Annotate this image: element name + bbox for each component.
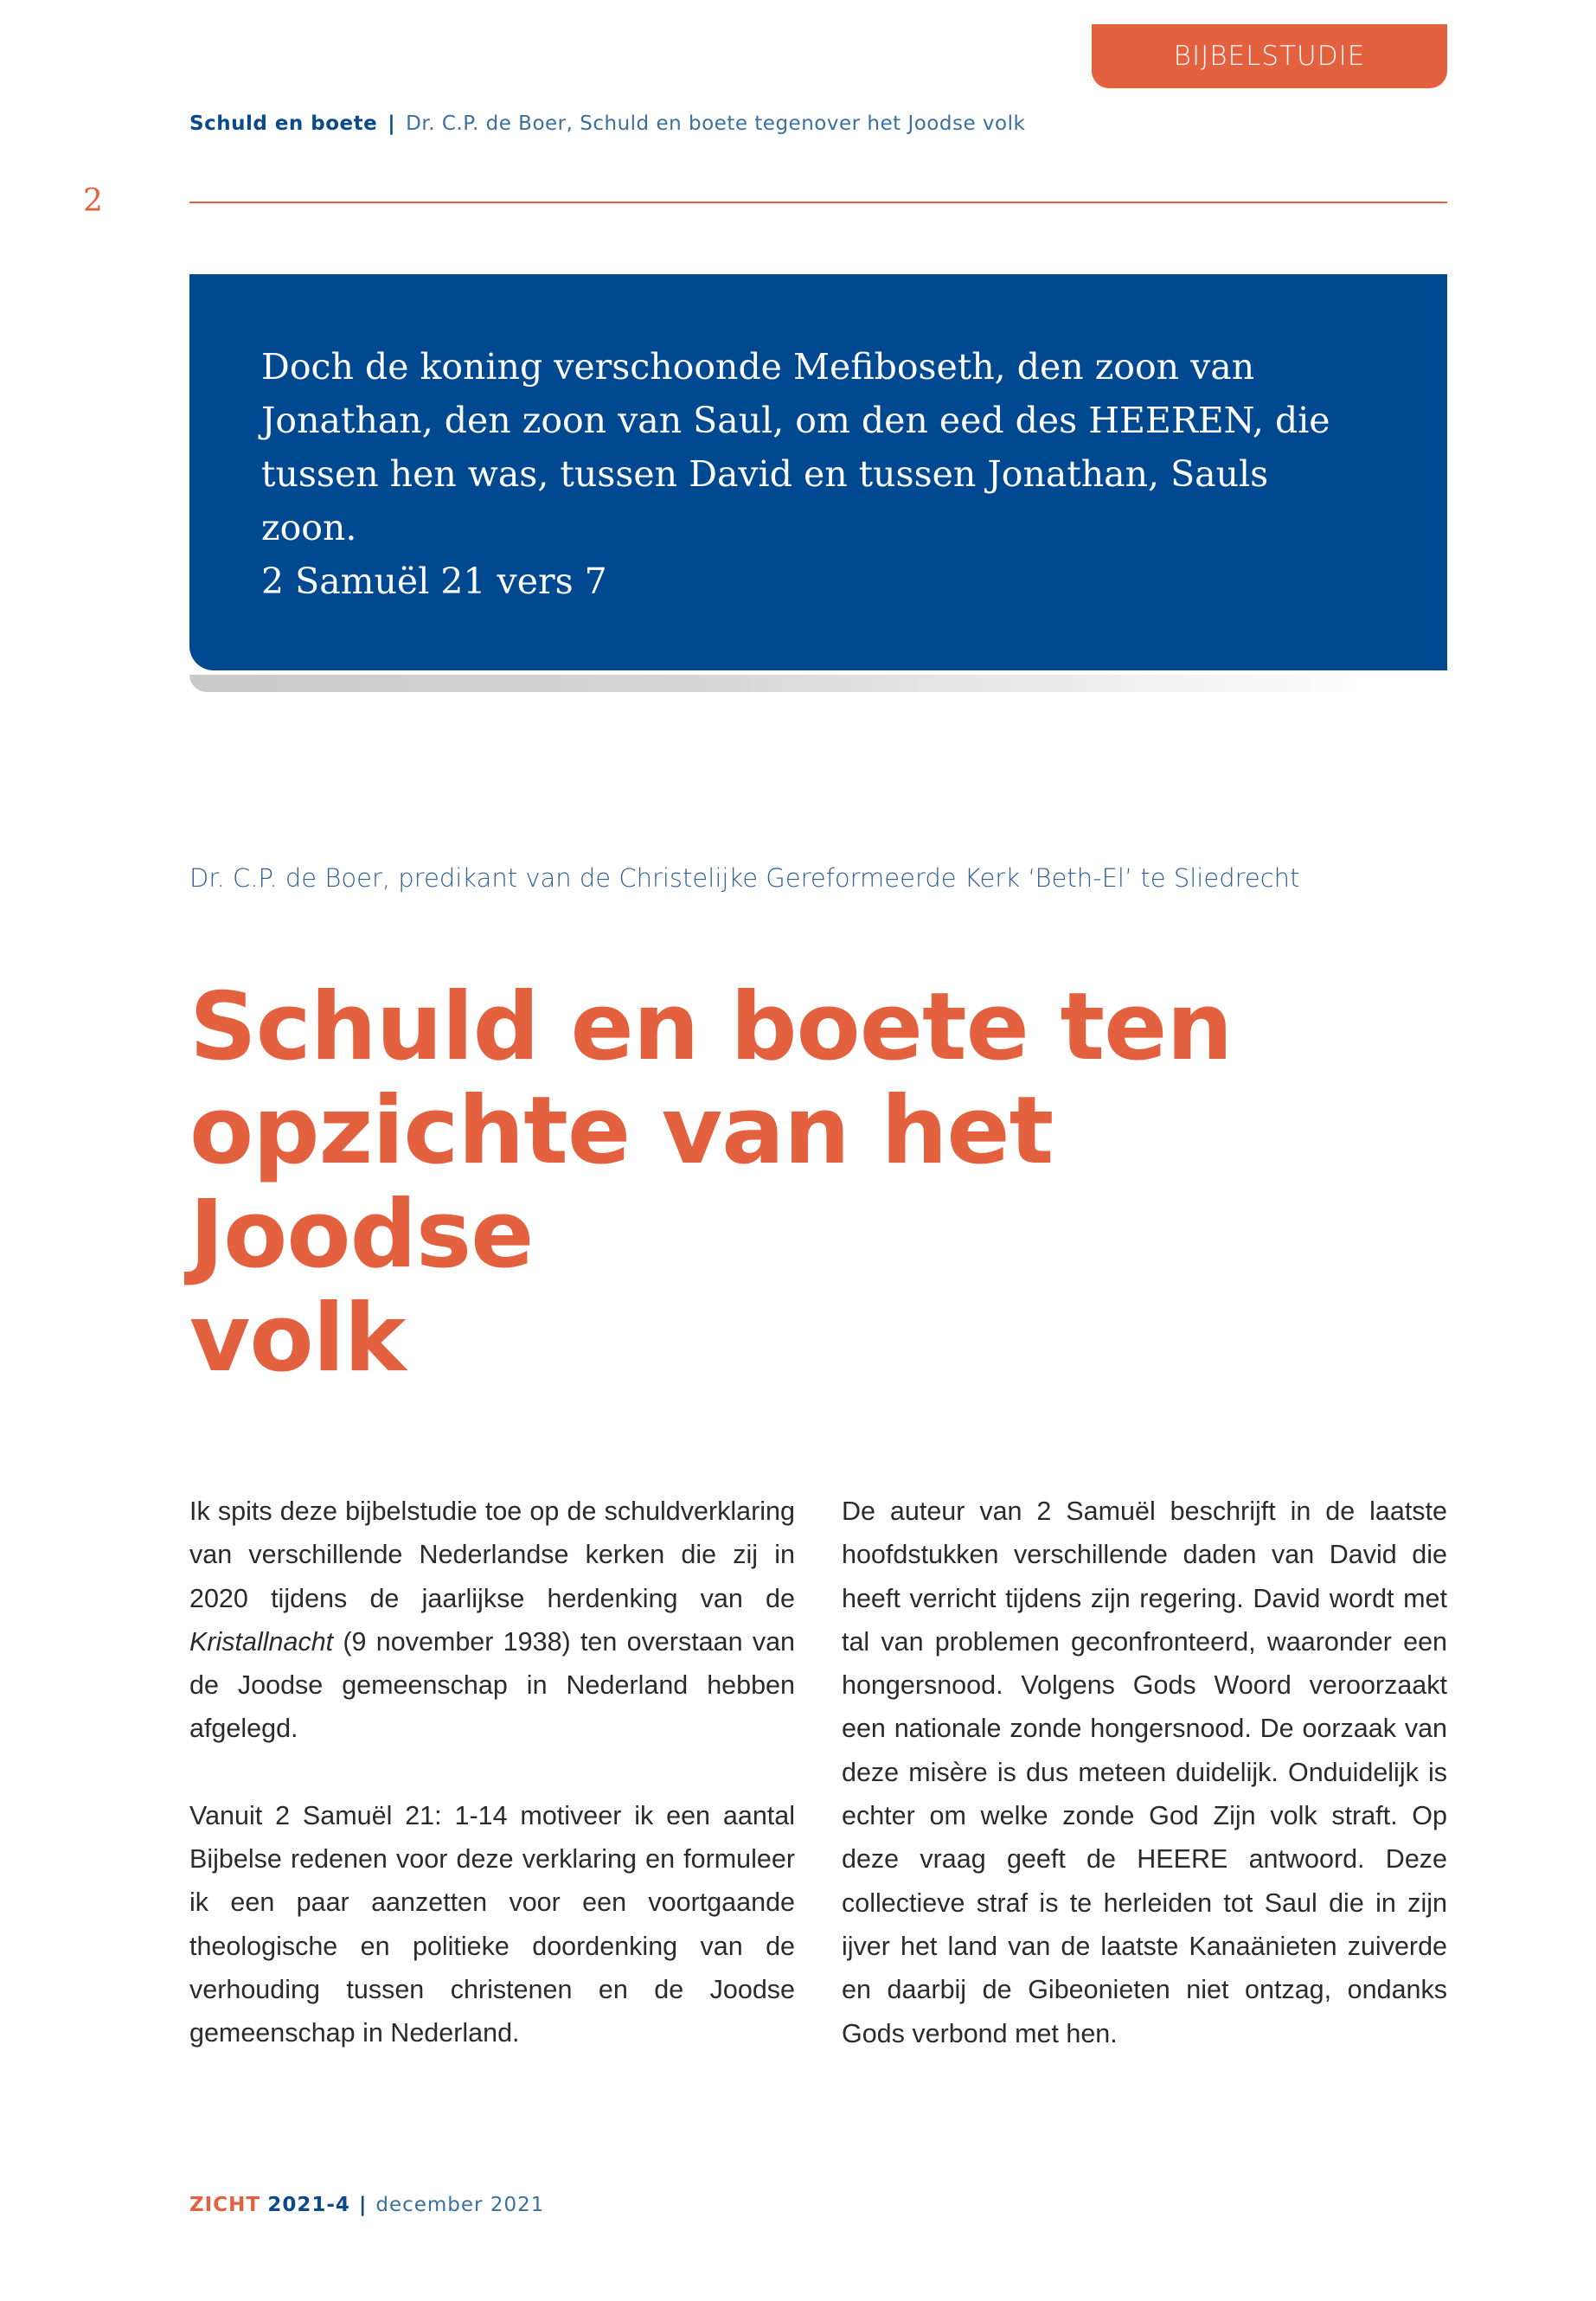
- title-line: Schuld en boete ten: [189, 973, 1233, 1081]
- scripture-quote-box: [189, 274, 1447, 670]
- quote-line: tussen hen was, tussen David en tussen Jonathan, Sauls: [261, 453, 1269, 495]
- body-column-left: [189, 1490, 795, 2099]
- running-separator: |: [388, 112, 396, 135]
- article-title: [189, 973, 1418, 1393]
- quote-line: Doch de koning verschoonde Mefiboseth, den zoon van: [261, 346, 1255, 388]
- page-number: 2: [83, 183, 103, 219]
- quote-shadow: [189, 675, 1447, 692]
- paragraph-text: Ik spits deze bijbelstudie toe op de schuldverklaring van verschillende Nederlandse kerken die zij in 2020 tijdens de jaarlijkse herdenking van de: [189, 1497, 795, 1613]
- quote-line: Jonathan, den zoon van Saul, om den eed des HEEREN, die: [261, 400, 1330, 441]
- paragraph-text: (9 november 1938) ten overstaan van de Joodse gemeenschap in Nederland hebben afgelegd.: [189, 1626, 795, 1744]
- running-subtitle: Dr. C.P. de Boer, Schuld en boete tegenover het Joodse volk: [406, 112, 1026, 135]
- title-line: volk: [189, 1285, 406, 1393]
- footer-separator: |: [358, 2194, 368, 2216]
- title-line: opzichte van het Joodse: [189, 1077, 1054, 1289]
- section-tab: BIJBELSTUDIE: [1092, 24, 1447, 88]
- paragraph: De auteur van 2 Samuël beschrijft in de laatste hoofdstukken verschillende daden van David die heeft verricht tijdens zijn regering. David wordt met tal van problemen geconfronteerd, waaronder een hongersnood. Volgens Gods Woord veroorzaakt een nationale zonde hongersnood. De oorzaak van deze misère is dus meteen duidelijk. Onduidelijk is echter om welke zonde God Zijn volk straft. Op deze vraag geeft de HEERE antwoord. Deze collectieve straf is te herleiden tot Saul die in zijn ijver het land van de laatste Kanaänieten zuiverde en daarbij de Gibeonieten niet ontzag, ondanks Gods verbond met hen.: [842, 1497, 1447, 2048]
- footer-brand: ZICHT: [189, 2194, 261, 2216]
- footer-date: december 2021: [375, 2194, 545, 2216]
- header-rule: [189, 202, 1447, 203]
- quote-line: zoon.: [261, 507, 357, 548]
- paragraph: Vanuit 2 Samuël 21: 1-14 motiveer ik een aantal Bijbelse redenen voor deze verklaring en formuleer ik een paar aanzetten voor een voortgaande theologische en politieke doordenking van de verhouding tussen christenen en de Joodse gemeenschap in Nederland.: [189, 1800, 795, 2048]
- quote-reference: 2 Samuël 21 vers 7: [261, 561, 607, 602]
- running-title: Schuld en boete: [189, 112, 378, 135]
- footer: [189, 2194, 544, 2216]
- author-byline: Dr. C.P. de Boer, predikant van de Christelijke Gereformeerde Kerk ‘Beth-El’ te Sliedrecht: [189, 863, 1300, 893]
- running-header: [189, 112, 1025, 135]
- italic-term: Kristallnacht: [189, 1626, 334, 1657]
- paragraph: [189, 1490, 795, 1751]
- footer-issue: 2021-4: [267, 2194, 350, 2216]
- body-column-right: [842, 1490, 1447, 2099]
